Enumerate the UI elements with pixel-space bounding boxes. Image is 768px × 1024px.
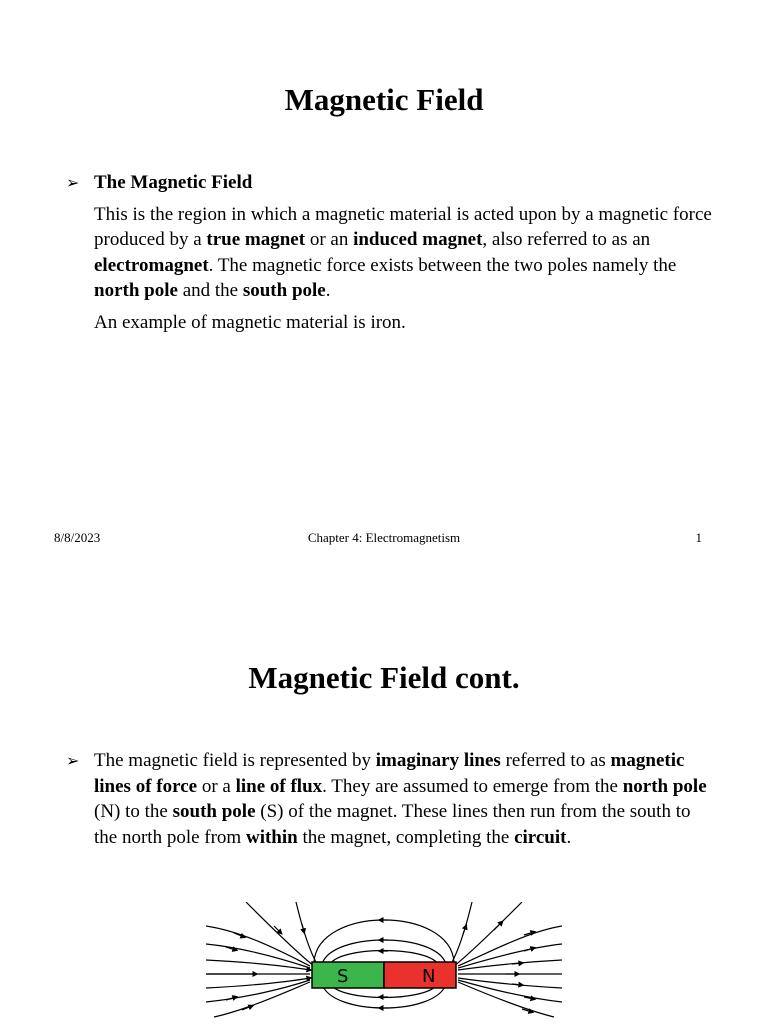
- bullet-section: [66, 170, 716, 335]
- bullet-heading: The Magnetic Field: [94, 172, 253, 193]
- north-pole-label: N: [422, 966, 436, 987]
- slide-title: Magnetic Field: [284, 82, 484, 117]
- example-paragraph: An example of magnetic material is iron.: [94, 311, 406, 333]
- field-lines: [206, 902, 562, 1017]
- bullet-section: [66, 748, 716, 850]
- slide-2: [0, 576, 768, 1024]
- magnetic-field-diagram: [206, 902, 562, 1024]
- footer-chapter: Chapter 4: Electromagnetism: [307, 530, 461, 545]
- definition-paragraph: This is the region in which a magnetic material is acted upon by a magnetic force produced by a true magnet or an induced magnet, also referred to as an electromagnet. The magnetic force exists between the two poles namely the north pole and the south pole.: [94, 203, 712, 301]
- footer-date: 8/8/2023: [54, 530, 101, 545]
- field-lines-paragraph: The magnetic field is represented by imaginary lines referred to as magnetic lines of force or a line of flux. They are assumed to emerge from the north pole (N) to the south pole (S) of the magnet. These lines then run from the south to the north pole from within the magnet, completing the circuit.: [94, 750, 707, 848]
- arrow-bullet-icon: ➢: [66, 173, 80, 192]
- slide-footer: [0, 530, 768, 550]
- footer-page-number: 1: [695, 530, 702, 545]
- north-pole-half: [384, 962, 456, 988]
- arrow-bullet-icon: ➢: [66, 751, 80, 770]
- bar-magnet: [312, 962, 456, 988]
- south-pole-label: S: [337, 966, 349, 987]
- slide-title: Magnetic Field cont.: [248, 660, 520, 695]
